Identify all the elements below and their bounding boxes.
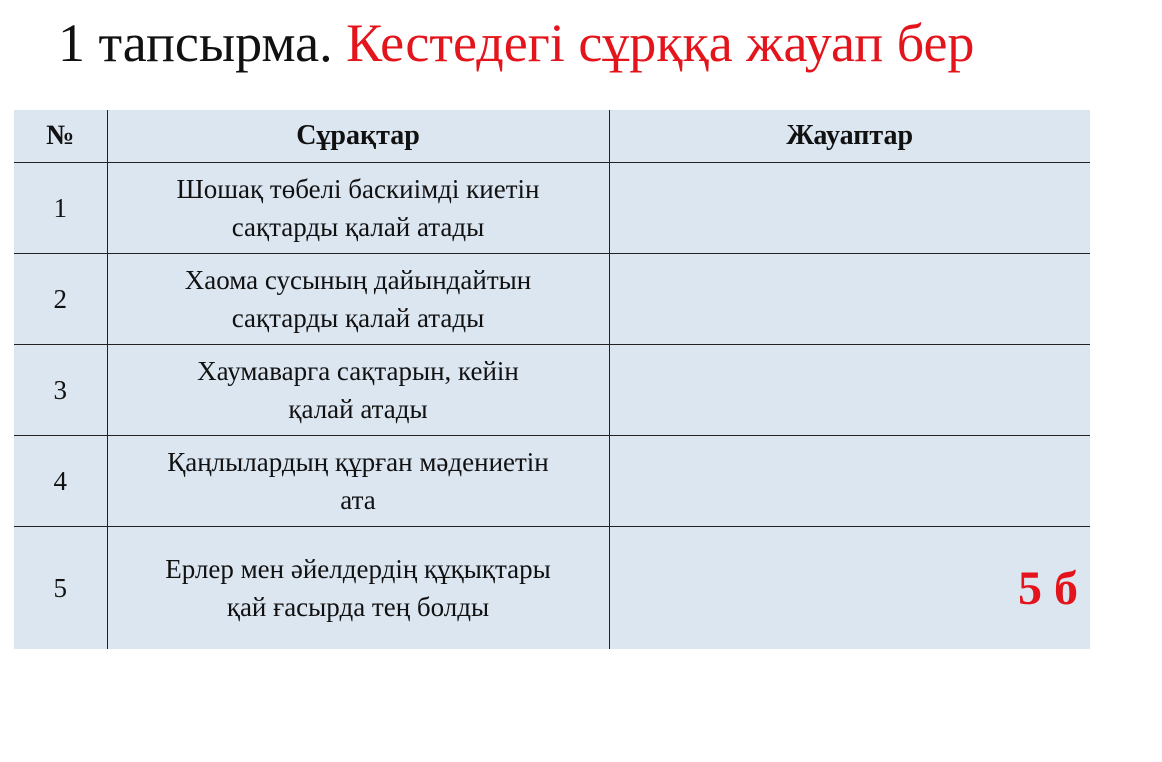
question-line: ата xyxy=(340,485,376,515)
question-line: Шошақ төбелі баскиімді киетін xyxy=(176,174,540,204)
row-number: 2 xyxy=(14,254,107,345)
table-header-row xyxy=(14,110,1090,163)
answer-cell[interactable] xyxy=(609,527,1090,650)
questions-table xyxy=(14,110,1090,649)
header-number: № xyxy=(14,110,107,163)
row-number: 1 xyxy=(14,163,107,254)
question-cell xyxy=(107,345,609,436)
header-answers: Жауаптар xyxy=(609,110,1090,163)
question-line: сақтарды қалай атады xyxy=(231,303,485,333)
row-number: 5 xyxy=(14,527,107,650)
table-row xyxy=(14,345,1090,436)
table-row xyxy=(14,163,1090,254)
row-number: 3 xyxy=(14,345,107,436)
question-line: қалай атады xyxy=(288,394,428,424)
question-line: Ерлер мен әйелдердің құқықтары xyxy=(165,554,551,584)
question-cell xyxy=(107,163,609,254)
question-cell xyxy=(107,254,609,345)
table-row xyxy=(14,436,1090,527)
header-questions: Сұрақтар xyxy=(107,110,609,163)
table-row xyxy=(14,527,1090,650)
question-line: қай ғасырда тең болды xyxy=(226,592,490,622)
answer-cell[interactable] xyxy=(609,345,1090,436)
title-accent: Кестедегі сұрққа жауап бер xyxy=(346,13,975,73)
question-line: Қаңлылардың құрған мәдениетін xyxy=(167,447,549,477)
answer-cell[interactable] xyxy=(609,163,1090,254)
row-number: 4 xyxy=(14,436,107,527)
question-cell xyxy=(107,527,609,650)
question-cell xyxy=(107,436,609,527)
question-line: сақтарды қалай атады xyxy=(231,212,485,242)
answer-cell[interactable] xyxy=(609,254,1090,345)
answer-cell[interactable] xyxy=(609,436,1090,527)
page-title xyxy=(58,10,974,76)
title-prefix: 1 тапсырма. xyxy=(58,13,333,73)
score-label: 5 б xyxy=(1018,562,1078,615)
question-line: Хаома сусының дайындайтын xyxy=(184,265,532,295)
question-line: Хаумаварга сақтарын, кейін xyxy=(197,356,519,386)
table-row xyxy=(14,254,1090,345)
